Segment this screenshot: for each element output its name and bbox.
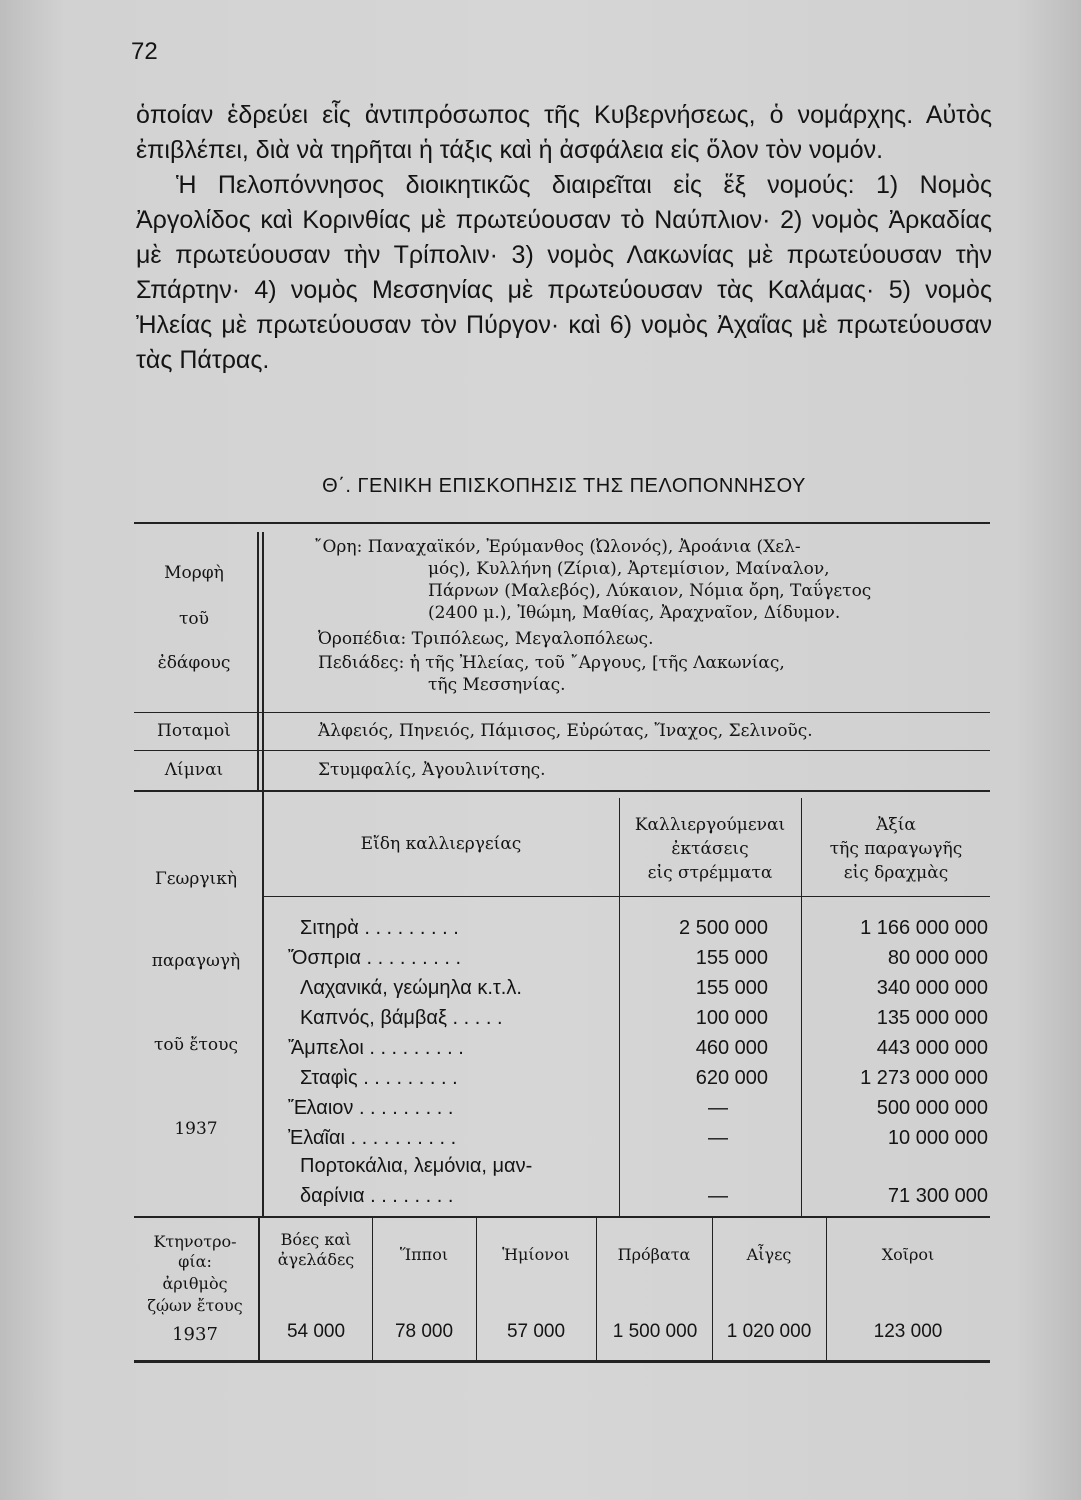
crop-area: — [708,1127,728,1149]
crop-area: 620 000 [695,1067,768,1089]
crop-value: 443 000 000 [876,1037,988,1059]
lakes-label: Λίμναι [164,760,224,780]
relief-label-1: Μορφὴ [164,563,224,583]
crop-value: 1 273 000 000 [860,1067,988,1089]
agri-label-2: παραγωγὴ [151,951,241,971]
relief-line-4: (2400 μ.), Ἰθώμη, Μαθίας, Ἀραχναῖον, Δίδυμον. [428,603,841,623]
agri-header-rule [262,896,990,897]
livestock-label-rule [258,1218,260,1360]
livestock-label-1: Κτηνοτρο- [153,1232,237,1251]
livestock-header-goats: Αἶγες [746,1245,792,1264]
agri-header-area-2: ἐκτάσεις [671,839,749,859]
crop-area: — [708,1185,728,1207]
lakes-value: Στυμφαλίς, Ἀγουλινίτσης. [318,760,546,780]
agri-header-value-3: εἰς δραχμὰς [843,863,949,883]
agri-label-4: 1937 [174,1119,218,1139]
livestock-header-pigs: Χοῖροι [881,1245,935,1264]
livestock-header-mules: Ἡμίονοι [502,1245,570,1264]
page-number: 72 [131,38,158,65]
crop-name: Ἐλαῖαι . . . . . . . . . . [288,1127,457,1149]
crop-name: δαρίνια . . . . . . . . [300,1185,454,1207]
rivers-label: Ποταμοὶ [157,721,231,741]
relief-line-1: ῎Ορη: Παναχαϊκόν, Ἐρύμανθος (Ὠλονός), Ἀροάνια (Χελ- [314,537,801,557]
crop-value: 80 000 000 [887,947,988,969]
crop-area: 155 000 [695,947,768,969]
crop-area: 2 500 000 [679,917,768,939]
relief-label-2: τοῦ [179,609,209,629]
livestock-col-rule-2 [476,1218,477,1360]
livestock-value-cattle: 54 000 [286,1321,346,1342]
agri-label-3: τοῦ ἔτους [154,1035,238,1055]
crop-name: Πορτοκάλια, λεμόνια, μαν- [300,1155,533,1177]
intro-paragraph-1: ὁποίαν ἑδρεύει εἷς ἀντιπρόσωπος τῆς Κυβερνήσεως, ὁ νομάρχης. Αὐτὸς ἐπιβλέπει, διὰ νὰ τηρῆται ἡ τάξις καὶ ἡ ἀσφάλεια εἰς ὅλον τὸν νομόν. [136,101,992,164]
crop-name: Ὄσπρια . . . . . . . . . [288,947,462,969]
livestock-value-horses: 78 000 [394,1321,454,1342]
livestock-label-4: ζῴων ἔτους [147,1296,243,1315]
crop-value: 340 000 000 [876,977,988,999]
livestock-header-horses: Ἵπποι [399,1245,449,1264]
crop-name: Λαχανικά, γεώμηλα κ.τ.λ. [300,977,522,999]
label-col-rule-a [257,532,259,792]
relief-line-6: Πεδιάδες: ἡ τῆς Ἠλείας, τοῦ ῎Αργους, [τῆς Λακωνίας, [318,653,785,673]
livestock-col-rule-5 [826,1218,827,1360]
table-bottom-rule [134,1360,990,1363]
crop-name: Ἄμπελοι . . . . . . . . . [288,1037,464,1059]
livestock-col-rule-3 [596,1218,597,1360]
intro-text [136,98,992,378]
agri-header-area-3: εἰς στρέμματα [647,863,773,883]
agri-label-rule [262,792,264,1216]
livestock-value-pigs: 123 000 [873,1321,943,1342]
livestock-header-cattle: Βόες καὶ ἀγελάδες [277,1230,355,1269]
livestock-label-3: ἀριθμὸς [162,1274,228,1293]
intro-paragraph-2: Ἡ Πελοπόννησος διοικητικῶς διαιρεῖται εἰς ἕξ νομούς: 1) Νομὸς Ἀργολίδος καὶ Κορινθίας μὲ πρωτεύουσαν τὸ Ναύπλιον· 2) νομὸς Ἀρκαδίας μὲ πρωτεύουσαν τὴν Τρίπολιν· 3) νομὸς Λακωνίας μὲ πρωτεύουσαν τὴν Σπάρτην· 4) νομὸς Μεσσηνίας μὲ πρωτεύουσαν τὰς Καλάμας· 5) νομὸς Ἠλείας μὲ πρωτεύουσαν τὸν Πύργον· καὶ 6) νομὸς Ἀχαΐας μὲ πρωτεύουσαν τὰς Πάτρας. [136,171,992,374]
agri-header-crop: Εἴδη καλλιεργείας [360,834,522,854]
crop-area: 460 000 [695,1037,768,1059]
relief-line-3: Πάρνων (Μαλεβός), Λύκαιον, Νόμια ὄρη, Ταΰγετος [428,581,872,601]
crop-value: 71 300 000 [887,1185,988,1207]
rivers-value: Ἀλφειός, Πηνειός, Πάμισος, Εὐρώτας, Ἴναχος, Σελινοῦς. [318,721,813,741]
section-title: Θ΄. ΓΕΝΙΚΗ ΕΠΙΣΚΟΠΗΣΙΣ ΤΗΣ ΠΕΛΟΠΟΝΝΗΣΟΥ [322,475,806,497]
label-col-rule-b [262,532,264,792]
crop-name: Καπνός, βάμβαξ . . . . . [300,1007,503,1029]
crop-name: Ἔλαιον . . . . . . . . . [288,1097,454,1119]
crop-name: Σταφὶς . . . . . . . . . [300,1067,458,1089]
agri-label-1: Γεωργικὴ [154,869,238,889]
agri-header-area-1: Καλλιεργούμεναι [634,815,786,835]
agri-header-value-2: τῆς παραγωγῆς [829,839,963,859]
livestock-value-goats: 1 020 000 [726,1321,812,1342]
relief-label-3: ἐδάφους [157,653,231,673]
table-top-rule [134,522,990,524]
agri-bottom-rule [134,1216,990,1218]
crop-value: 135 000 000 [876,1007,988,1029]
livestock-value-sheep: 1 500 000 [612,1321,698,1342]
crop-area: 155 000 [695,977,768,999]
crop-value: 1 166 000 000 [860,917,988,939]
livestock-value-mules: 57 000 [506,1321,566,1342]
livestock-label-5: 1937 [172,1324,218,1345]
crop-area: — [708,1097,728,1119]
relief-line-5: Ὀροπέδια: Τριπόλεως, Μεγαλοπόλεως. [318,629,654,649]
relief-line-7: τῆς Μεσσηνίας. [428,675,566,695]
crop-value: 10 000 000 [887,1127,988,1149]
agri-header-value-1: Ἀξία [876,815,916,835]
crop-name: Σιτηρὰ . . . . . . . . . [300,917,459,939]
crop-area: 100 000 [695,1007,768,1029]
relief-line-2: μός), Κυλλήνη (Ζίρια), Ἀρτεμίσιον, Μαίναλον, [428,559,830,579]
crop-value: 500 000 000 [876,1097,988,1119]
livestock-header-sheep: Πρόβατα [617,1245,691,1264]
livestock-label-2: φία: [178,1252,212,1271]
livestock-col-rule-1 [372,1218,373,1360]
